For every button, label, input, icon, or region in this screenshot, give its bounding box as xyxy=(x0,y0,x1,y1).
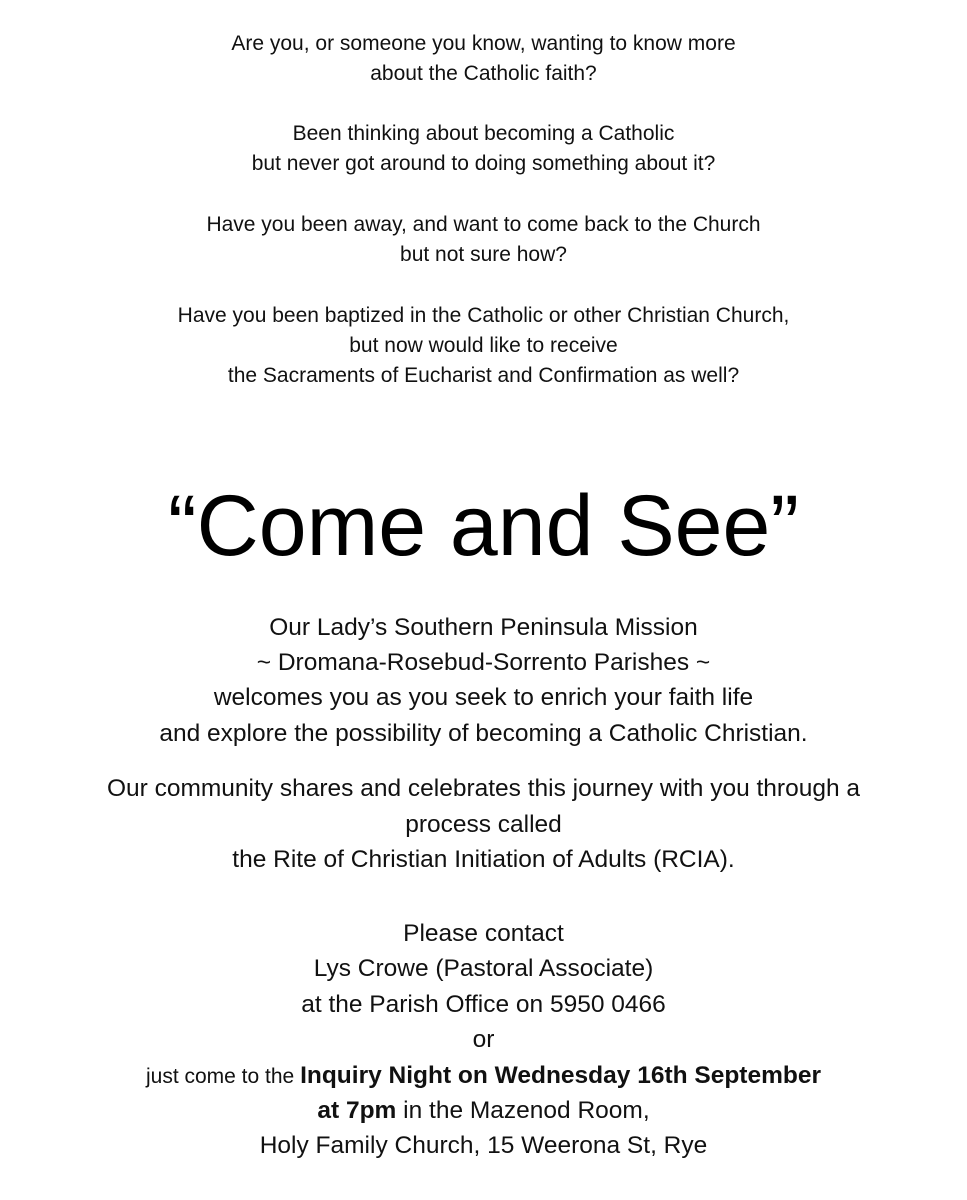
question-2-line-1: Been thinking about becoming a Catholic xyxy=(292,122,675,145)
contact-line-1: Please contact xyxy=(403,920,564,947)
question-3-line-1: Have you been away, and want to come back to the Church xyxy=(206,213,761,236)
contact-line-4: or xyxy=(472,1026,495,1053)
question-4-line-2: but now would like to receive xyxy=(349,334,618,357)
welcome-line-1: Our Lady’s Southern Peninsula Mission xyxy=(269,614,698,641)
question-1-line-2: about the Catholic faith? xyxy=(370,62,597,85)
question-4-line-3: the Sacraments of Eucharist and Confirmation as well? xyxy=(227,364,740,387)
inquiry-night-time: at 7pm xyxy=(317,1097,397,1124)
welcome-line-2: ~ Dromana-Rosebud-Sorrento Parishes ~ xyxy=(256,649,711,676)
contact-line-3: at the Parish Office on 5950 0466 xyxy=(301,991,666,1018)
question-2-line-2: but never got around to doing something about it? xyxy=(251,152,716,175)
inquiry-location: in the Mazenod Room, xyxy=(396,1097,650,1124)
question-3-line-2: but not sure how? xyxy=(400,243,567,266)
contact-line-6 xyxy=(0,1093,967,1128)
contact-line-5 xyxy=(0,1058,967,1094)
contact-line-2: Lys Crowe (Pastoral Associate) xyxy=(313,955,654,982)
community-line-1: Our community shares and celebrates this journey with you through a xyxy=(106,775,861,802)
welcome-line-4: and explore the possibility of becoming a Catholic Christian. xyxy=(159,720,808,747)
contact-line-7: Holy Family Church, 15 Weerona St, Rye xyxy=(259,1132,708,1159)
question-1-line-1: Are you, or someone you know, wanting to know more xyxy=(231,32,736,55)
community-line-2: process called xyxy=(405,811,562,838)
headline-come-and-see: “Come and See” xyxy=(168,478,799,574)
question-4-line-1: Have you been baptized in the Catholic or other Christian Church, xyxy=(177,304,790,327)
inquiry-prefix: just come to the xyxy=(145,1065,301,1088)
community-line-3: the Rite of Christian Initiation of Adults (RCIA). xyxy=(232,846,735,873)
welcome-line-3: welcomes you as you seek to enrich your faith life xyxy=(213,684,754,711)
inquiry-night-date: Inquiry Night on Wednesday 16th September xyxy=(300,1062,821,1089)
